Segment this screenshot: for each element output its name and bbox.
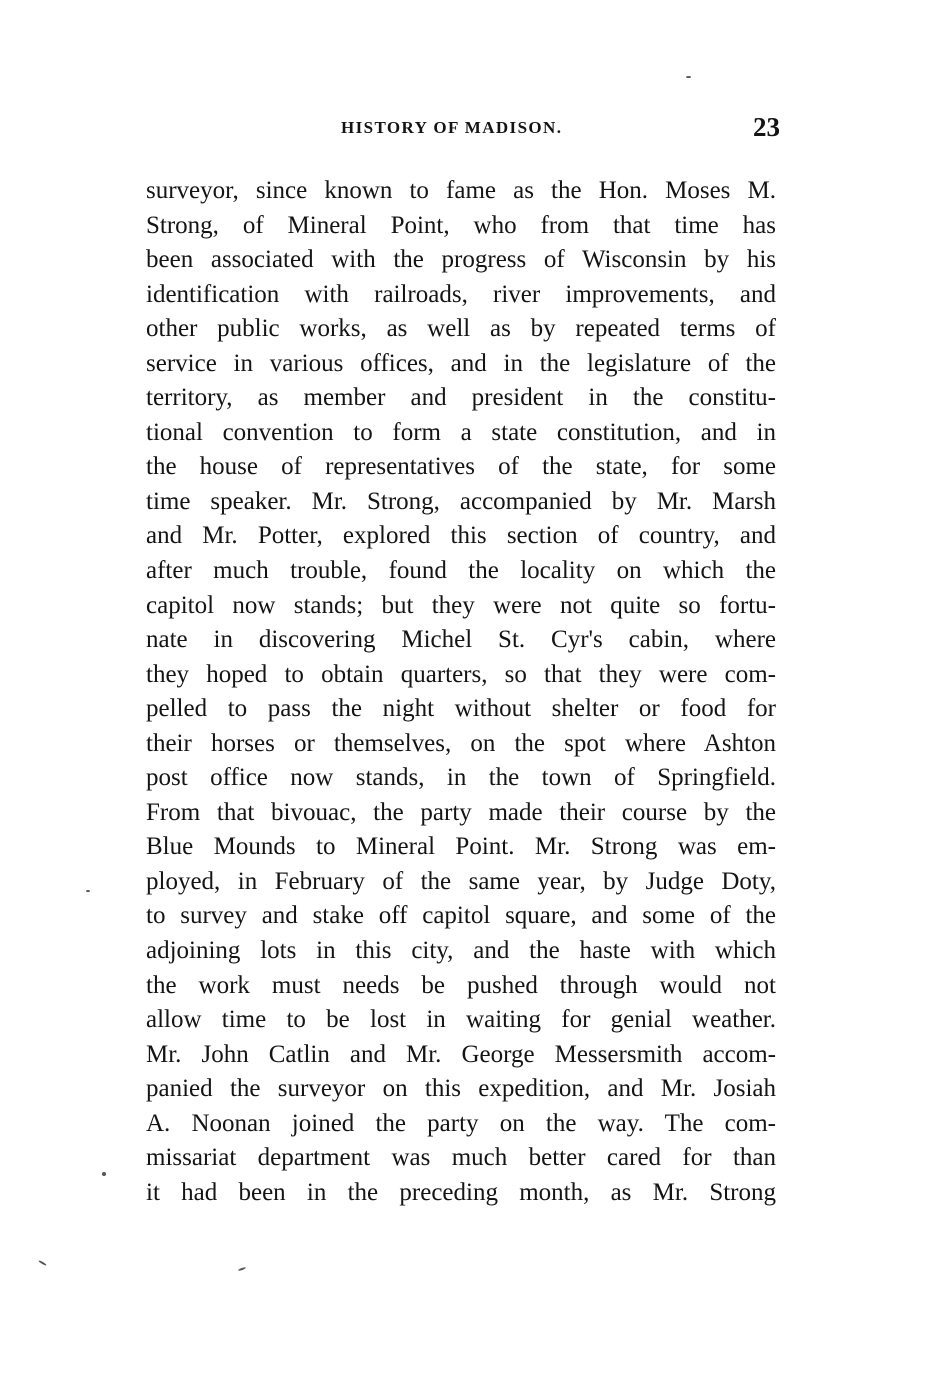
text-line: other public works, as well as by repeated terms of xyxy=(146,315,776,343)
text-line: after much trouble, found the locality on which the xyxy=(146,557,776,585)
running-title: HISTORY OF MADISON. xyxy=(341,118,563,137)
scan-speck xyxy=(86,890,90,892)
scan-speck xyxy=(38,1260,47,1266)
running-header xyxy=(146,112,780,146)
text-line: adjoining lots in this city, and the haste with which xyxy=(146,937,776,965)
text-line: identification with railroads, river improvements, and xyxy=(146,280,776,308)
text-line: missariat department was much better cared for than xyxy=(146,1144,776,1172)
text-line: surveyor, since known to fame as the Hon. Moses M. xyxy=(146,177,776,204)
text-line: allow time to be lost in waiting for genial weather. xyxy=(146,1006,776,1034)
text-line: pelled to pass the night without shelter or food for xyxy=(146,695,776,723)
text-line: Mr. John Catlin and Mr. George Messersmith accom- xyxy=(146,1040,776,1068)
text-line: the work must needs be pushed through would not xyxy=(146,971,776,999)
text-line: panied the surveyor on this expedition, and Mr. Josiah xyxy=(146,1075,776,1103)
page-number: 23 xyxy=(753,112,780,142)
text-line: From that bivouac, the party made their course by the xyxy=(146,798,776,826)
text-line: been associated with the progress of Wisconsin by his xyxy=(146,246,776,274)
text-line: ployed, in February of the same year, by Judge Doty, xyxy=(146,867,776,895)
text-line: time speaker. Mr. Strong, accompanied by Mr. Marsh xyxy=(146,487,776,515)
text-line: Blue Mounds to Mineral Point. Mr. Strong was em- xyxy=(146,833,776,861)
scan-speck xyxy=(238,1267,246,1272)
text-line: territory, as member and president in the constitu- xyxy=(146,384,776,412)
text-line: tional convention to form a state constitution, and in xyxy=(146,418,776,446)
text-line: and Mr. Potter, explored this section of country, and xyxy=(146,522,776,550)
text-line: Strong, of Mineral Point, who from that time has xyxy=(146,211,776,239)
text-line: A. Noonan joined the party on the way. The com- xyxy=(146,1109,776,1137)
scan-speck xyxy=(102,1172,106,1176)
text-line: it had been in the preceding month, as Mr. Strong xyxy=(146,1178,776,1206)
scan-speck xyxy=(686,76,691,78)
body-text xyxy=(146,174,776,1210)
text-line: service in various offices, and in the legislature of the xyxy=(146,349,776,377)
text-line: their horses or themselves, on the spot where Ashton xyxy=(146,729,776,757)
text-line: to survey and stake off capitol square, and some of the xyxy=(146,902,776,930)
text-line: capitol now stands; but they were not quite so fortu- xyxy=(146,591,776,619)
text-line: the house of representatives of the state, for some xyxy=(146,453,776,481)
text-line: post office now stands, in the town of Springfield. xyxy=(146,764,776,792)
text-line: they hoped to obtain quarters, so that they were com- xyxy=(146,660,776,688)
text-line: nate in discovering Michel St. Cyr's cabin, where xyxy=(146,626,776,654)
